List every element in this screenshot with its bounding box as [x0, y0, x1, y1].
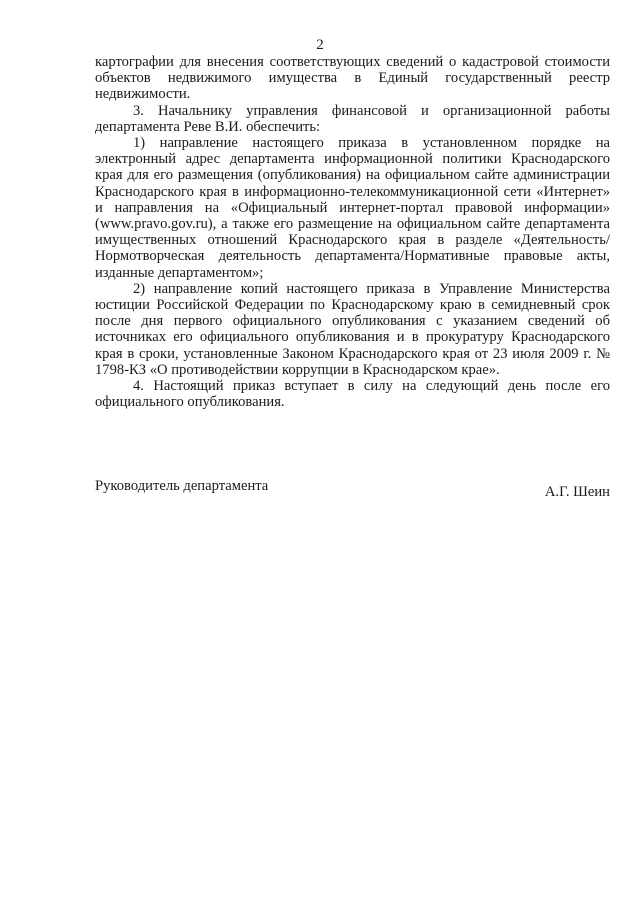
paragraph-item-4: 4. Настоящий приказ вступает в силу на следующий день после его официального опубликования. [95, 378, 610, 411]
signer-name: А.Г. Шеин [544, 484, 610, 500]
signer-position: Руководитель департамента [95, 478, 269, 494]
paragraph-subitem-1: 1) направление настоящего приказа в установленном порядке на электронный адрес департамента информационной политики Краснодарского края для его размещения (опубликования) на официальном сайте администрации Краснодарского края в информационно-телекоммуникационной сети «Интернет» и направления на «Официальный интернет-портал правовой информации» (www.pravo.gov.ru), а также его размещение на официальном сайте департамента имущественных отношений Краснодарского края в разделе «Деятельность/Нормотворческая деятельность департамента/Нормативные правовые акты, изданные департаментом»; [95, 135, 610, 281]
document-body [95, 54, 610, 410]
paragraph-continuation: картографии для внесения соответствующих сведений о кадастровой стоимости объектов недвижимого имущества в Единый государственный реестр недвижимости. [95, 54, 610, 103]
page-number: 2 [316, 37, 324, 53]
paragraph-item-3: 3. Начальнику управления финансовой и организационной работы департамента Реве В.И. обеспечить: [95, 102, 610, 135]
paragraph-subitem-2: 2) направление копий настоящего приказа в Управление Министерства юстиции Российской Федерации по Краснодарскому краю в семидневный срок после дня первого официального опубликования с указанием сведений об источниках его официального опубликования и в прокуратуру Краснодарского края в сроки, установленные Законом Краснодарского края от 23 июля 2009 г. № 1798-КЗ «О противодействии коррупции в Краснодарском крае». [95, 280, 610, 378]
